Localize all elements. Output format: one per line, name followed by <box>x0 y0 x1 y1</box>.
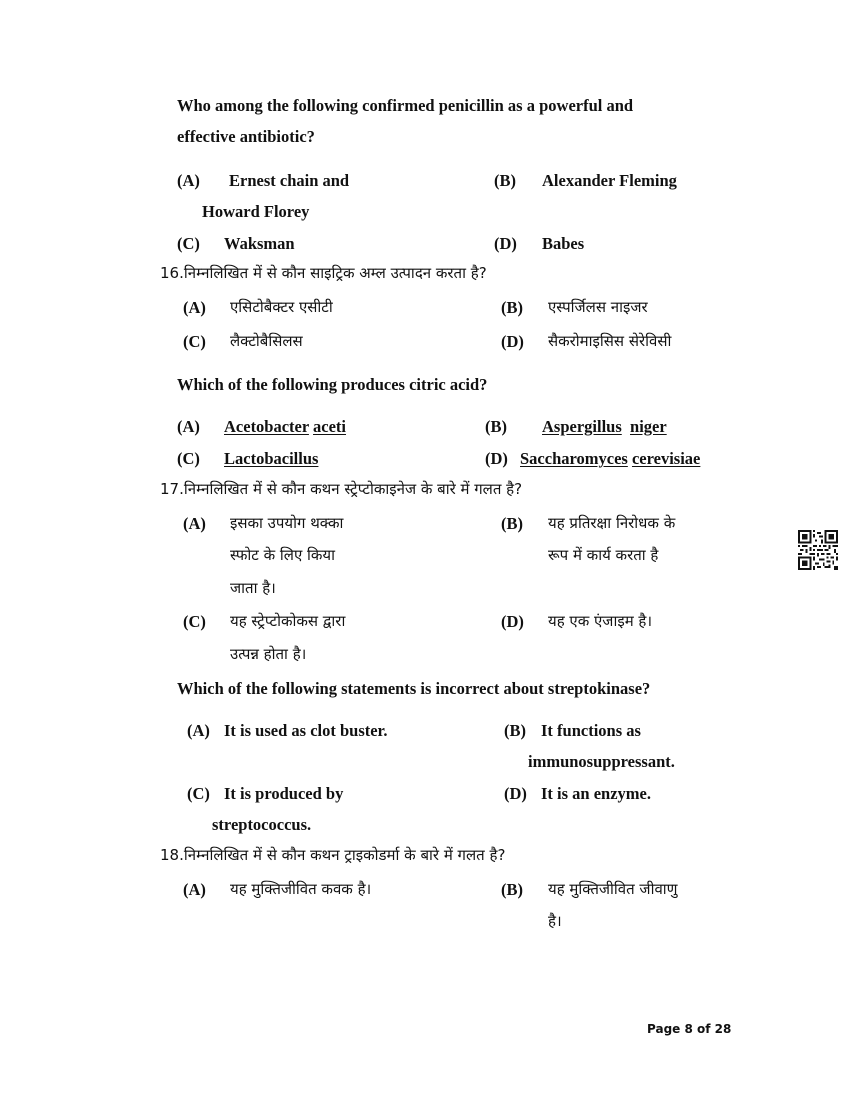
q18-hindi-option-a-label: (A) <box>183 880 206 899</box>
qr-code-icon <box>798 530 838 570</box>
q16-hindi-option-a-text: एसिटोबैक्टर एसीटी <box>230 298 333 316</box>
q17-english-option-c-line1: It is produced by <box>224 784 344 803</box>
q17-hindi-option-d-text: यह एक एंजाइम है। <box>548 612 653 630</box>
q16-english-option-c-label: (C) <box>177 449 200 468</box>
q17-english-option-b-label: (B) <box>504 721 526 740</box>
q16-hindi-question: 16.निम्नलिखित में से कौन साइट्रिक अम्ल उत्पादन करता है? <box>160 264 487 282</box>
q15-option-d-label: (D) <box>494 234 517 253</box>
q17-hindi-option-b-line1: यह प्रतिरक्षा निरोधक के <box>548 514 676 532</box>
q16-hindi-option-c-label: (C) <box>183 332 206 351</box>
q15-option-d-text: Babes <box>542 234 585 253</box>
q16-english-question: Which of the following produces citric acid? <box>177 375 488 394</box>
q17-hindi-option-c-label: (C) <box>183 612 206 631</box>
q18-hindi-question: 18.निम्नलिखित में से कौन कथन ट्राइकोडर्मा के बारे में गलत है? <box>160 846 506 864</box>
q15-option-a-line1: Ernest chain and <box>229 171 350 190</box>
q15-option-b-text: Alexander Fleming <box>542 171 677 190</box>
q16-english-option-b-label: (B) <box>485 417 507 436</box>
q17-hindi-option-b-line2: रूप में कार्य करता है <box>548 546 659 564</box>
q16-hindi-option-c-text: लैक्टोबैसिलस <box>230 332 303 350</box>
q17-hindi-option-c-line1: यह स्ट्रेप्टोकोकस द्वारा <box>230 612 346 630</box>
q17-hindi-question: 17.निम्नलिखित में से कौन कथन स्ट्रेप्टोकाइनेज के बारे में गलत है? <box>160 480 523 498</box>
q18-hindi-option-b-line1: यह मुक्तिजीवित जीवाणु <box>548 880 678 898</box>
q16-english-option-c-text <box>224 449 318 469</box>
q16-option-b-species: niger <box>630 417 667 436</box>
q17-english-option-d-label: (D) <box>504 784 527 803</box>
q16-hindi-option-b-label: (B) <box>501 298 523 317</box>
q17-english-option-a-label: (A) <box>187 721 210 740</box>
q17-english-option-c-line2: streptococcus. <box>212 815 312 834</box>
q17-english-option-b-line2: immunosuppressant. <box>528 752 675 771</box>
q15-question-line2: effective antibiotic? <box>177 127 315 146</box>
q16-hindi-option-d-text: सैकरोमाइसिस सेरेविसी <box>548 332 672 350</box>
q16-option-d-species: cerevisiae <box>631 449 701 468</box>
q16-option-d-genus: Saccharomyces <box>520 449 628 468</box>
q17-hindi-option-b-label: (B) <box>501 514 523 533</box>
q17-english-question: Which of the following statements is incorrect about streptokinase? <box>177 679 651 698</box>
q16-english-option-a-label: (A) <box>177 417 200 436</box>
q17-hindi-option-a-line3: जाता है। <box>230 579 276 597</box>
q18-hindi-option-b-label: (B) <box>501 880 523 899</box>
q16-english-option-a-text <box>224 417 346 437</box>
q15-option-a-label: (A) <box>177 171 200 190</box>
q17-english-option-b-line1: It functions as <box>541 721 641 740</box>
q17-hindi-option-c-line2: उत्पन्न होता है। <box>230 645 307 663</box>
q17-hindi-option-a-line2: स्फोट के लिए किया <box>230 546 336 564</box>
q15-option-b-label: (B) <box>494 171 516 190</box>
page-number: Page 8 of 28 <box>647 1022 732 1036</box>
q17-english-option-d-text: It is an enzyme. <box>541 784 651 803</box>
q16-option-c-genus: Lactobacillus <box>224 449 319 468</box>
q16-english-option-b-text <box>542 417 667 437</box>
q15-option-a-line2: Howard Florey <box>202 202 310 221</box>
q16-hindi-option-d-label: (D) <box>501 332 524 351</box>
q16-option-b-genus: Aspergillus <box>542 417 622 436</box>
q18-hindi-option-b-line2: है। <box>548 912 562 930</box>
q18-hindi-option-a-text: यह मुक्तिजीवित कवक है। <box>230 880 372 898</box>
q15-option-c-label: (C) <box>177 234 200 253</box>
q16-hindi-option-b-text: एस्पर्जिलस नाइजर <box>548 298 648 316</box>
q17-english-option-c-label: (C) <box>187 784 210 803</box>
q17-hindi-option-a-label: (A) <box>183 514 206 533</box>
q16-english-option-d-label: (D) <box>485 449 508 468</box>
q17-english-option-a-text: It is used as clot buster. <box>224 721 388 740</box>
q17-hindi-option-d-label: (D) <box>501 612 524 631</box>
q15-question-line1: Who among the following confirmed penicillin as a powerful and <box>177 96 634 115</box>
q16-hindi-option-a-label: (A) <box>183 298 206 317</box>
q16-option-a-genus: Acetobacter <box>224 417 309 436</box>
q16-english-option-d-text <box>520 449 700 469</box>
q15-option-c-text: Waksman <box>224 234 295 253</box>
q16-option-a-species: aceti <box>313 417 347 436</box>
q17-hindi-option-a-line1: इसका उपयोग थक्का <box>230 514 344 532</box>
